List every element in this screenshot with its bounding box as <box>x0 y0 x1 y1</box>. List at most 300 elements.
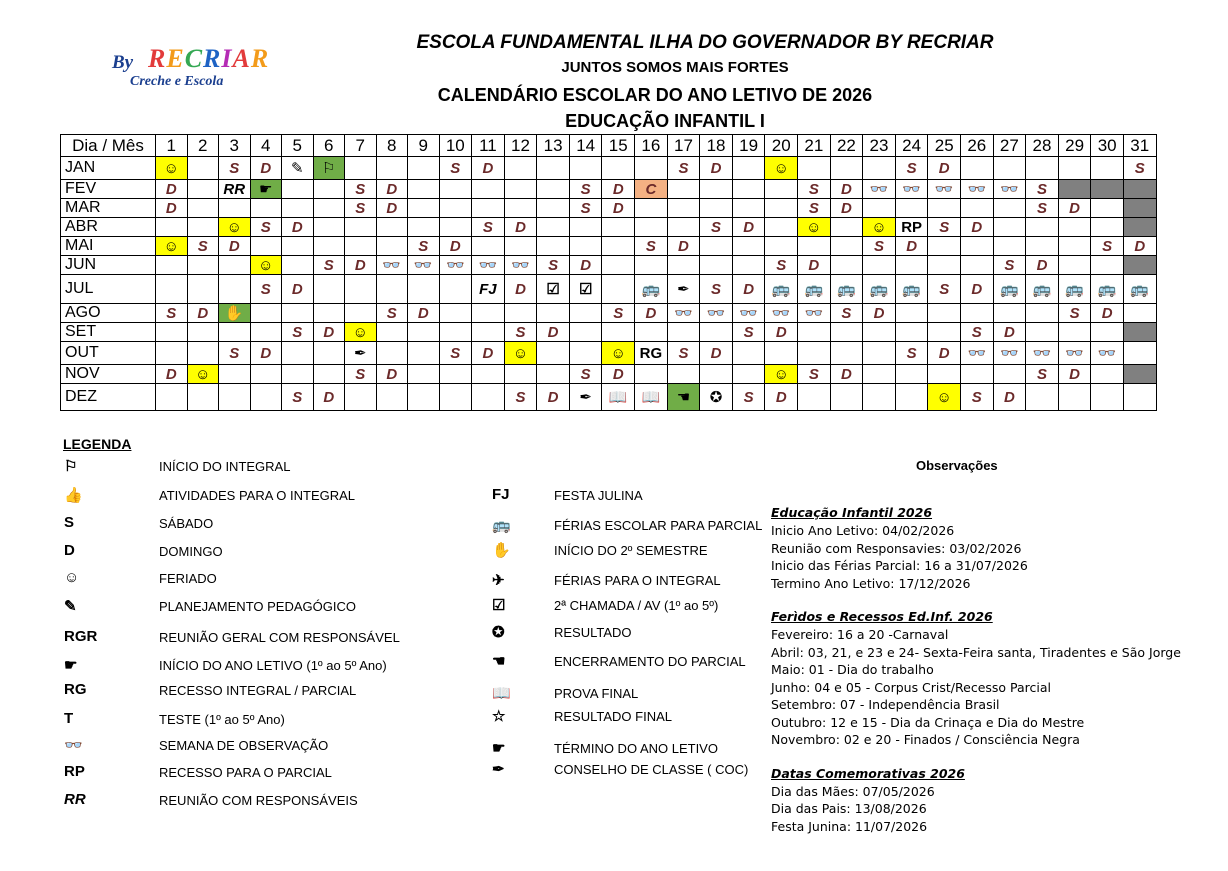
day-cell <box>250 384 282 411</box>
month-row <box>61 180 1157 199</box>
observation-line: Outubro: 12 e 15 - Dia da Crinaça e Dia do Mestre <box>771 714 1085 730</box>
logo-letter: I <box>221 44 233 73</box>
sunday-cell: D <box>993 323 1026 342</box>
sunday-cell: D <box>602 180 635 199</box>
day-cell: 👓 <box>667 304 700 323</box>
legend-label: PLANEJAMENTO PEDAGÓGICO <box>159 599 356 614</box>
legend-label: SEMANA DE OBSERVAÇÃO <box>159 738 329 753</box>
day-cell: 👓 <box>1058 342 1091 365</box>
month-label: DEZ <box>61 384 156 411</box>
day-cell <box>928 256 961 275</box>
day-cell <box>602 323 635 342</box>
sunday-cell: D <box>798 256 831 275</box>
saturday-cell: S <box>798 365 831 384</box>
saturday-cell: S <box>667 342 700 365</box>
day-cell <box>408 157 440 180</box>
sunday-cell: D <box>1123 237 1156 256</box>
sunday-cell: D <box>700 342 733 365</box>
day-cell <box>798 157 831 180</box>
day-cell: ⚐ <box>313 157 345 180</box>
day-cell <box>635 365 668 384</box>
month-row <box>61 199 1157 218</box>
day-cell <box>635 256 668 275</box>
day-cell <box>1123 342 1156 365</box>
day-cell <box>830 384 863 411</box>
day-header: 20 <box>765 135 798 157</box>
day-cell <box>1058 157 1091 180</box>
day-cell: 🚌 <box>798 275 831 304</box>
day-cell <box>732 199 765 218</box>
day-cell <box>187 218 219 237</box>
saturday-cell: S <box>472 218 505 237</box>
sunday-cell: D <box>1058 365 1091 384</box>
day-cell <box>282 304 314 323</box>
day-cell <box>895 256 928 275</box>
day-cell <box>569 157 602 180</box>
day-cell <box>830 323 863 342</box>
sunday-cell: D <box>537 384 570 411</box>
holiday-cell: ☺ <box>798 218 831 237</box>
sunday-cell: D <box>569 256 602 275</box>
day-cell <box>537 365 570 384</box>
day-cell <box>1026 157 1059 180</box>
saturday-cell: S <box>569 180 602 199</box>
day-cell <box>156 342 188 365</box>
day-cell <box>187 256 219 275</box>
day-cell <box>700 199 733 218</box>
day-cell <box>1058 323 1091 342</box>
legend-label: RESULTADO <box>554 625 632 640</box>
day-cell <box>863 199 896 218</box>
day-cell <box>282 237 314 256</box>
legend-label: INÍCIO DO ANO LETIVO (1º ao 5º Ano) <box>159 658 387 673</box>
day-header: 15 <box>602 135 635 157</box>
saturday-cell: S <box>928 218 961 237</box>
saturday-cell: S <box>928 275 961 304</box>
month-label: MAI <box>61 237 156 256</box>
day-cell <box>1123 304 1156 323</box>
airplane-icon: ✈ <box>492 572 505 589</box>
day-cell <box>537 199 570 218</box>
day-cell <box>1091 323 1124 342</box>
day-cell <box>635 157 668 180</box>
saturday-cell: S <box>439 157 472 180</box>
logo-letter: R <box>148 44 167 73</box>
day-cell <box>376 384 408 411</box>
day-cell <box>313 199 345 218</box>
day-header: 5 <box>282 135 314 157</box>
sunday-cell: D <box>156 365 188 384</box>
day-cell <box>1123 323 1156 342</box>
day-cell <box>408 180 440 199</box>
holiday-cell: ☺ <box>765 157 798 180</box>
legend-label: INÍCIO DO 2º SEMESTRE <box>554 543 708 558</box>
day-cell: RP <box>895 218 928 237</box>
day-cell: 🚌 <box>863 275 896 304</box>
sunday-cell: D <box>602 199 635 218</box>
day-cell: 🚌 <box>765 275 798 304</box>
day-cell <box>376 275 408 304</box>
day-cell <box>408 275 440 304</box>
motto: JUNTOS SOMOS MAIS FORTES <box>561 59 789 76</box>
day-cell <box>1026 384 1059 411</box>
month-label: MAR <box>61 199 156 218</box>
day-cell <box>993 199 1026 218</box>
month-label: JUN <box>61 256 156 275</box>
saturday-cell: S <box>895 157 928 180</box>
day-cell <box>504 157 537 180</box>
day-cell <box>667 323 700 342</box>
legend-label: INÍCIO DO INTEGRAL <box>159 459 291 474</box>
day-cell: 📖 <box>602 384 635 411</box>
month-label: OUT <box>61 342 156 365</box>
day-cell <box>187 275 219 304</box>
day-cell <box>667 180 700 199</box>
day-cell <box>798 323 831 342</box>
star-icon: ☆ <box>492 708 506 725</box>
legend-label: FÉRIAS PARA O INTEGRAL <box>554 573 721 588</box>
day-cell <box>798 384 831 411</box>
sunday-cell: D <box>250 157 282 180</box>
day-cell <box>187 199 219 218</box>
pointing-left-icon: ☚ <box>492 653 506 670</box>
day-cell: 🚌 <box>1091 275 1124 304</box>
observation-heading: Educação Infantil 2026 <box>771 505 933 520</box>
pointing-hand-icon: ☛ <box>492 740 506 757</box>
day-cell <box>863 157 896 180</box>
observation-line: Dia das Pais: 13/08/2026 <box>771 801 927 816</box>
sunday-cell: D <box>187 304 219 323</box>
pointing-hand-icon: ☛ <box>64 657 78 674</box>
sunday-cell: D <box>928 342 961 365</box>
calendar-table <box>60 134 1157 411</box>
legend-label: FERIADO <box>159 571 217 586</box>
saturday-cell: S <box>504 323 537 342</box>
sunday-cell: D <box>282 218 314 237</box>
day-cell <box>928 365 961 384</box>
day-cell <box>313 342 345 365</box>
day-cell <box>732 256 765 275</box>
sunday-cell: D <box>765 384 798 411</box>
legend-label: REUNIÃO GERAL COM RESPONSÁVEL <box>159 630 400 645</box>
day-header: 24 <box>895 135 928 157</box>
saturday-cell: S <box>732 384 765 411</box>
day-cell <box>700 256 733 275</box>
sunday-cell: D <box>439 237 472 256</box>
day-cell <box>408 323 440 342</box>
day-cell: 🚌 <box>1058 275 1091 304</box>
observation-heading: Ferìdos e Recessos Ed.Inf. 2026 <box>771 609 993 624</box>
hand-icon: ✋ <box>492 542 511 559</box>
saturday-cell: S <box>282 323 314 342</box>
day-cell <box>667 256 700 275</box>
day-cell <box>993 304 1026 323</box>
sunday-cell: D <box>504 275 537 304</box>
month-row <box>61 157 1157 180</box>
saturday-cell: S <box>667 157 700 180</box>
day-cell <box>345 384 377 411</box>
day-header: 27 <box>993 135 1026 157</box>
day-header: 16 <box>635 135 668 157</box>
legend-label: ATIVIDADES PARA O INTEGRAL <box>159 488 356 503</box>
saturday-cell: S <box>537 256 570 275</box>
day-header: 4 <box>250 135 282 157</box>
day-cell <box>472 304 505 323</box>
day-cell <box>345 218 377 237</box>
sunday-cell: D <box>313 323 345 342</box>
day-cell <box>504 365 537 384</box>
day-cell: 👓 <box>895 180 928 199</box>
day-cell <box>961 237 994 256</box>
sunday-cell: D <box>1026 256 1059 275</box>
month-row <box>61 304 1157 323</box>
day-cell <box>504 304 537 323</box>
day-cell <box>863 342 896 365</box>
sunday-cell: D <box>635 304 668 323</box>
observations-title: Observações <box>916 458 998 473</box>
day-cell <box>700 237 733 256</box>
day-cell <box>1058 180 1091 199</box>
legend-label: RECESSO INTEGRAL / PARCIAL <box>159 683 357 698</box>
day-cell <box>961 199 994 218</box>
holiday-cell: ☺ <box>928 384 961 411</box>
day-cell <box>313 304 345 323</box>
day-cell <box>313 237 345 256</box>
legend-label: RESULTADO FINAL <box>554 709 672 724</box>
day-cell <box>313 275 345 304</box>
day-cell <box>602 218 635 237</box>
sunday-cell: D <box>732 275 765 304</box>
observation-line: Inicio Ano Letivo: 04/02/2026 <box>771 523 955 538</box>
day-cell <box>863 384 896 411</box>
day-cell <box>700 323 733 342</box>
day-header: 2 <box>187 135 219 157</box>
sunday-cell: D <box>504 218 537 237</box>
legend-symbol: RR <box>64 791 86 808</box>
thumb-icon: 👍 <box>64 487 83 504</box>
day-cell <box>602 157 635 180</box>
observation-line: Novembro: 02 e 20 - Finados / Consciência Negra <box>771 732 1080 747</box>
school-logo <box>110 44 270 94</box>
day-cell <box>282 199 314 218</box>
day-cell <box>667 365 700 384</box>
day-cell <box>1058 237 1091 256</box>
day-cell: C <box>635 180 668 199</box>
sunday-cell: D <box>765 323 798 342</box>
day-cell <box>439 384 472 411</box>
day-cell: 👓 <box>928 180 961 199</box>
saturday-cell: S <box>1058 304 1091 323</box>
saturday-cell: S <box>798 180 831 199</box>
day-cell <box>830 237 863 256</box>
legend-symbol: RGR <box>64 628 98 645</box>
day-cell <box>732 237 765 256</box>
legend-title: LEGENDA <box>63 436 132 452</box>
day-cell <box>765 180 798 199</box>
day-cell <box>472 365 505 384</box>
day-cell <box>1123 180 1156 199</box>
day-cell <box>1091 365 1124 384</box>
day-header: 8 <box>376 135 408 157</box>
sunday-cell: D <box>282 275 314 304</box>
day-cell <box>408 218 440 237</box>
day-cell <box>250 365 282 384</box>
day-cell: 👓 <box>504 256 537 275</box>
day-cell <box>537 180 570 199</box>
observation-line: Abril: 03, 21, e 23 e 24- Sexta-Feira santa, Tiradentes e São Jorge <box>771 644 1181 660</box>
legend-label: CONSELHO DE CLASSE ( COC) <box>554 762 749 777</box>
day-cell <box>1091 199 1124 218</box>
day-cell <box>635 199 668 218</box>
day-cell <box>472 237 505 256</box>
calendar-title: CALENDÁRIO ESCOLAR DO ANO LETIVO DE 2026 <box>437 85 873 105</box>
day-cell <box>376 323 408 342</box>
day-cell <box>537 218 570 237</box>
day-cell <box>732 365 765 384</box>
sunday-cell: D <box>156 199 188 218</box>
legend-label: ENCERRAMENTO DO PARCIAL <box>554 654 746 669</box>
saturday-cell: S <box>700 275 733 304</box>
day-header: 1 <box>156 135 188 157</box>
day-cell <box>830 218 863 237</box>
day-cell <box>765 237 798 256</box>
day-cell <box>219 199 251 218</box>
day-header: 29 <box>1058 135 1091 157</box>
saturday-cell: S <box>895 342 928 365</box>
legend-symbol: RG <box>64 681 87 698</box>
day-cell <box>798 342 831 365</box>
observation-heading: Datas Comemorativas 2026 <box>771 765 965 781</box>
saturday-cell: S <box>156 304 188 323</box>
legend-label: FÉRIAS ESCOLAR PARA PARCIAL <box>554 518 763 533</box>
sunday-cell: D <box>993 384 1026 411</box>
day-cell <box>863 256 896 275</box>
day-cell <box>439 199 472 218</box>
day-cell: 👓 <box>439 256 472 275</box>
day-cell <box>408 342 440 365</box>
sunday-cell: D <box>961 275 994 304</box>
day-cell: RG <box>635 342 668 365</box>
day-cell <box>863 323 896 342</box>
day-cell <box>667 199 700 218</box>
day-cell <box>765 218 798 237</box>
day-header: 3 <box>219 135 251 157</box>
day-cell: 👓 <box>732 304 765 323</box>
saturday-cell: S <box>1026 365 1059 384</box>
day-cell <box>635 218 668 237</box>
day-cell <box>250 323 282 342</box>
day-cell <box>732 180 765 199</box>
holiday-cell: ☺ <box>250 256 282 275</box>
saturday-cell: S <box>219 157 251 180</box>
saturday-cell: S <box>830 304 863 323</box>
day-cell <box>250 237 282 256</box>
checkbox-icon: ☑ <box>492 597 506 614</box>
day-cell <box>895 384 928 411</box>
day-cell <box>569 304 602 323</box>
day-cell <box>439 275 472 304</box>
observation-line: Maio: 01 - Dia do trabalho <box>771 662 934 677</box>
day-cell <box>408 365 440 384</box>
day-header: 31 <box>1123 135 1156 157</box>
day-cell <box>1091 180 1124 199</box>
sunday-cell: D <box>376 180 408 199</box>
day-cell <box>537 342 570 365</box>
day-cell: ✋ <box>219 304 251 323</box>
day-header: 14 <box>569 135 602 157</box>
day-cell: ✒ <box>345 342 377 365</box>
day-cell <box>1123 218 1156 237</box>
day-cell <box>408 384 440 411</box>
day-cell <box>537 304 570 323</box>
saturday-cell: S <box>961 384 994 411</box>
day-cell <box>569 237 602 256</box>
month-row <box>61 365 1157 384</box>
day-cell <box>313 365 345 384</box>
day-cell <box>187 342 219 365</box>
logo-by: By <box>112 52 134 73</box>
day-cell: 👓 <box>993 342 1026 365</box>
sunday-cell: D <box>830 180 863 199</box>
book-icon: 📖 <box>492 685 511 702</box>
day-cell <box>345 275 377 304</box>
day-cell <box>345 304 377 323</box>
day-cell <box>1123 365 1156 384</box>
day-cell <box>732 157 765 180</box>
day-cell <box>439 365 472 384</box>
day-header: 30 <box>1091 135 1124 157</box>
day-header: 18 <box>700 135 733 157</box>
day-cell <box>376 157 408 180</box>
day-cell <box>1091 157 1124 180</box>
legend-label: TESTE (1º ao 5º Ano) <box>159 712 285 727</box>
day-cell <box>798 237 831 256</box>
saturday-cell: S <box>635 237 668 256</box>
day-cell: 🚌 <box>1026 275 1059 304</box>
day-cell <box>376 342 408 365</box>
day-cell <box>1091 218 1124 237</box>
day-cell <box>504 237 537 256</box>
day-cell: 👓 <box>863 180 896 199</box>
saturday-cell: S <box>313 256 345 275</box>
day-cell: 👓 <box>765 304 798 323</box>
legend-label: DOMINGO <box>159 544 223 559</box>
sunday-cell: D <box>895 237 928 256</box>
sunday-cell: D <box>1091 304 1124 323</box>
legend-label: REUNIÃO COM RESPONSÁVEIS <box>159 793 358 808</box>
day-cell <box>219 384 251 411</box>
day-cell <box>504 199 537 218</box>
legend-label: SÁBADO <box>159 516 214 531</box>
day-cell: 🚌 <box>993 275 1026 304</box>
sunday-cell: D <box>408 304 440 323</box>
day-cell <box>700 180 733 199</box>
day-cell <box>345 157 377 180</box>
day-cell <box>472 199 505 218</box>
day-cell: 👓 <box>408 256 440 275</box>
legend-symbol: T <box>64 710 74 727</box>
saturday-cell: S <box>250 218 282 237</box>
day-header: 25 <box>928 135 961 157</box>
sunday-cell: D <box>961 218 994 237</box>
month-row <box>61 218 1157 237</box>
day-header: 17 <box>667 135 700 157</box>
day-cell <box>472 323 505 342</box>
day-cell <box>1091 384 1124 411</box>
logo-letter: R <box>250 44 270 73</box>
sunday-cell: D <box>472 157 505 180</box>
day-cell <box>282 180 314 199</box>
